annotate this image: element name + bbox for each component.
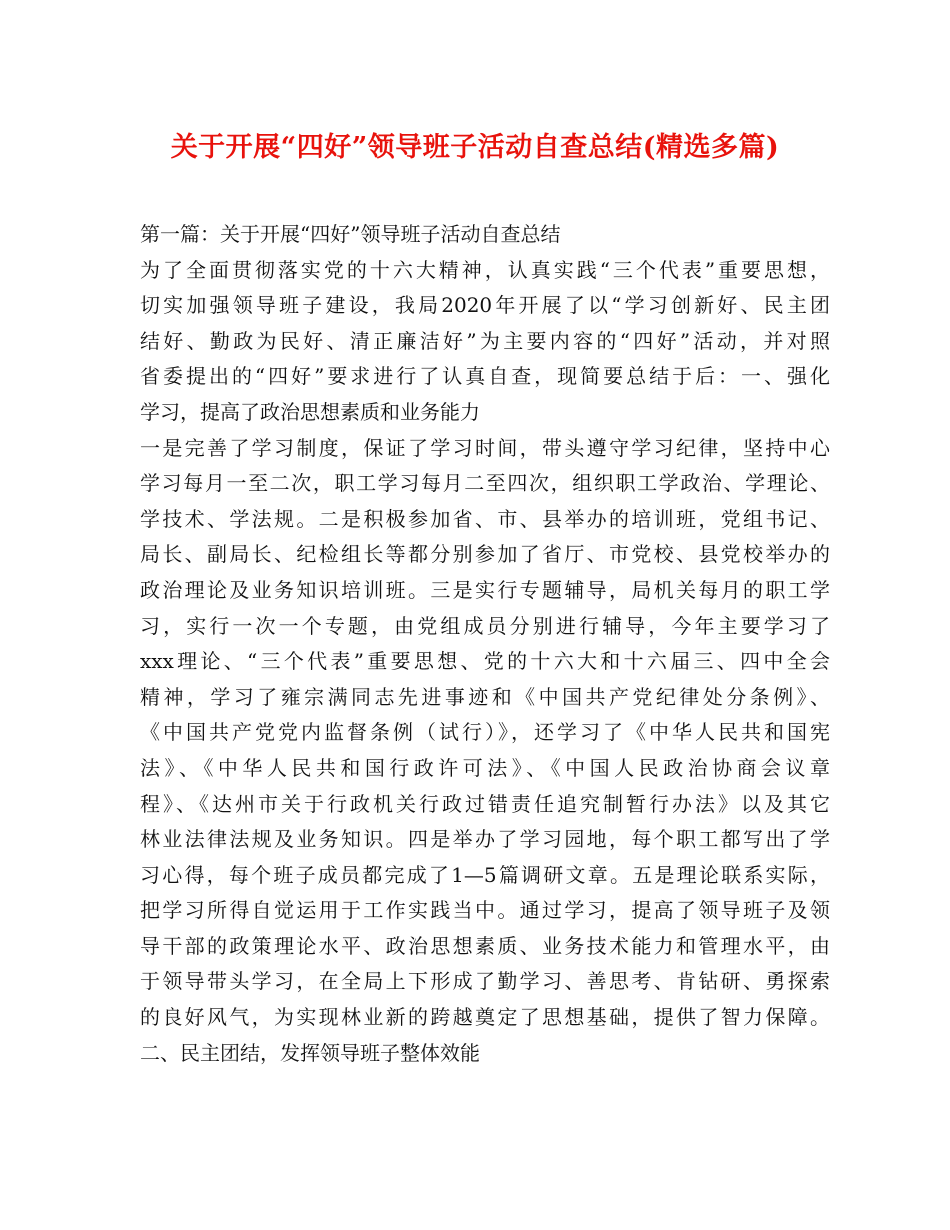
body-line: 法》、《中华人民共和国行政许可法》、《中国人民政治协商会议章 xyxy=(140,755,830,780)
body-line: 学习每月一至二次，职工学习每月二至四次，组织职工学政治、学理论、 xyxy=(140,471,830,496)
document-body xyxy=(140,217,830,1071)
body-line: 省委提出的“四好”要求进行了认真自查，现简要总结于后：一、强化 xyxy=(140,364,830,389)
body-line: 切实加强领导班子建设，我局2020年开展了以“学习创新好、民主团 xyxy=(140,293,830,318)
body-line: 学技术、学法规。二是积极参加省、市、县举办的培训班，党组书记、 xyxy=(140,506,830,531)
body-line: 导干部的政策理论水平、政治思想素质、业务技术能力和管理水平，由 xyxy=(140,933,830,958)
body-line: 为了全面贯彻落实党的十六大精神，认真实践“三个代表”重要思想， xyxy=(140,257,830,282)
body-line: 把学习所得自觉运用于工作实践当中。通过学习，提高了领导班子及领 xyxy=(140,898,830,923)
document-title: 关于开展“四好”领导班子活动自查总结(精选多篇) xyxy=(170,132,780,163)
body-line: 于领导带头学习，在全局上下形成了勤学习、善思考、肯钻研、勇探索 xyxy=(140,969,830,994)
body-line: 二、民主团结，发挥领导班子整体效能 xyxy=(140,1040,480,1065)
body-line: xxx理论、“三个代表”重要思想、党的十六大和十六届三、四中全会 xyxy=(140,649,830,674)
body-line: 习，实行一次一个专题，由党组成员分别进行辅导，今年主要学习了 xyxy=(140,613,830,638)
body-line: 政治理论及业务知识培训班。三是实行专题辅导，局机关每月的职工学 xyxy=(140,577,830,602)
body-line: 《中国共产党党内监督条例（试行）》，还学习了《中华人民共和国宪 xyxy=(140,720,830,745)
body-line: 程》、《达州市关于行政机关行政过错责任追究制暂行办法》以及其它 xyxy=(140,791,830,816)
body-line: 第一篇：关于开展“四好”领导班子活动自查总结 xyxy=(140,222,561,246)
body-line: 学习，提高了政治思想素质和业务能力 xyxy=(140,399,480,424)
body-line: 精神，学习了雍宗满同志先进事迹和《中国共产党纪律处分条例》、 xyxy=(140,684,830,709)
body-line: 的良好风气，为实现林业新的跨越奠定了思想基础，提供了智力保障。 xyxy=(140,1005,830,1030)
body-line: 一是完善了学习制度，保证了学习时间，带头遵守学习纪律，坚持中心 xyxy=(140,435,830,460)
body-line: 习心得，每个班子成员都完成了1—5篇调研文章。五是理论联系实际， xyxy=(140,862,830,887)
body-line: 林业法律法规及业务知识。四是举办了学习园地，每个职工都写出了学 xyxy=(140,827,830,852)
body-line: 结好、勤政为民好、清正廉洁好”为主要内容的“四好”活动，并对照 xyxy=(140,328,830,353)
body-line: 局长、副局长、纪检组长等都分别参加了省厅、市党校、县党校举办的 xyxy=(140,542,830,567)
